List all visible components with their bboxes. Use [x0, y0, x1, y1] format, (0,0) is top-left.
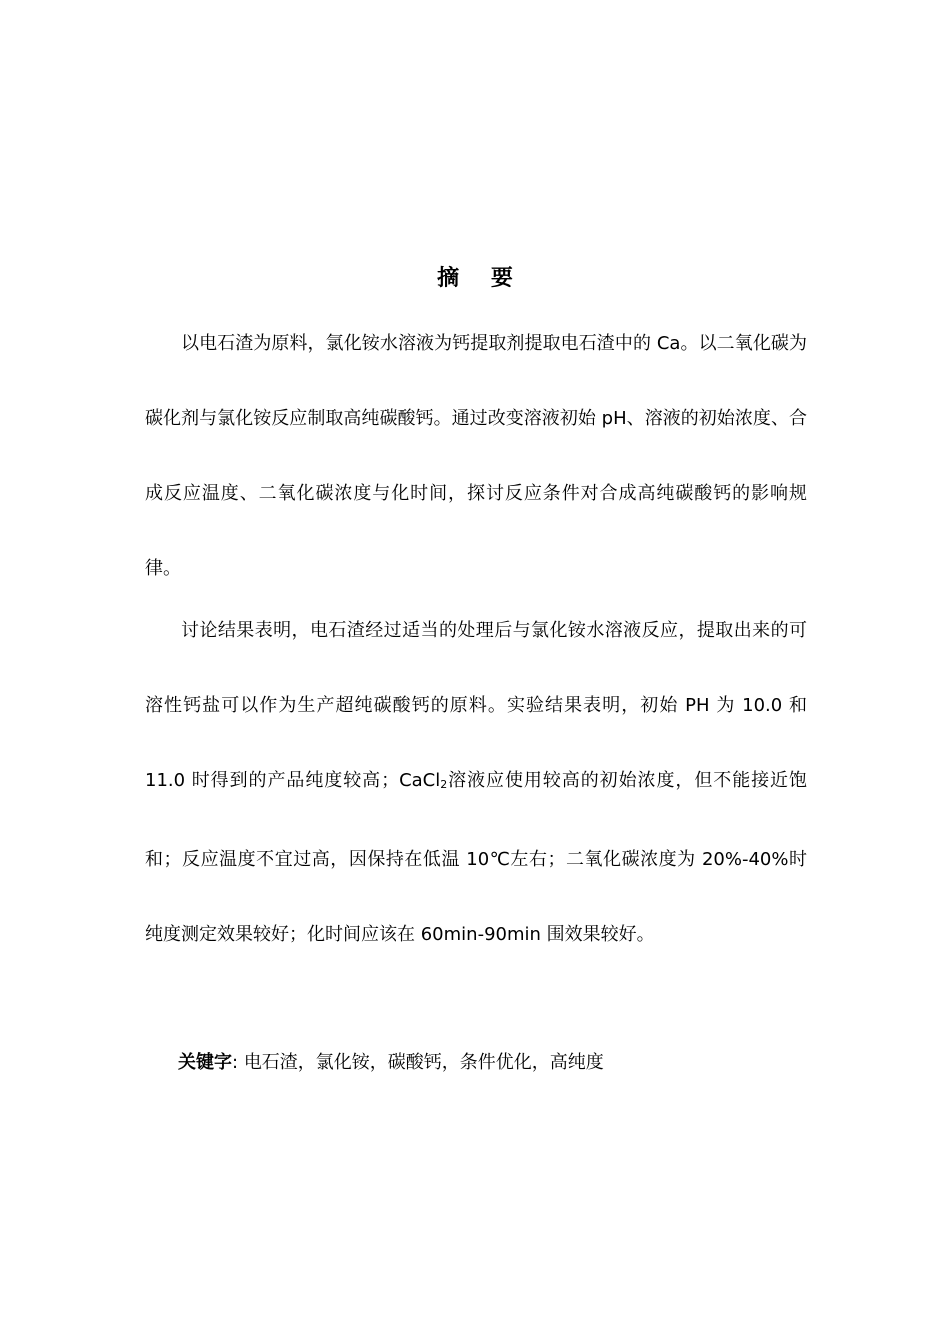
- formula-subscript: 2: [440, 778, 448, 791]
- paragraph-2-text: [145, 593, 807, 972]
- formula-main: CaCl: [399, 770, 441, 791]
- keywords-line: [178, 1046, 604, 1080]
- abstract-paragraph-1: [145, 306, 807, 606]
- paragraph-2-after-formula: 溶液应使用较高的初始浓度，但不能接近饱和；反应温度不宜过高，因保持在低温 10℃左右；二氧化碳浓度为 20%-40%时纯度测定效果较好；化时间应该在 60min-90min 围效果较好。: [145, 770, 807, 945]
- paragraph-2-before-formula: 讨论结果表明，电石渣经过适当的处理后与氯化铵水溶液反应，提取出来的可溶性钙盐可以作为生产超纯碳酸钙的原料。实验结果表明，初始 PH 为 10.0 和 11.0 时得到的产品纯度较高；: [145, 620, 807, 791]
- keywords-value: 电石渣，氯化铵，碳酸钙，条件优化，高纯度: [243, 1052, 604, 1073]
- abstract-paragraph-2: [145, 593, 807, 972]
- keywords-separator: :: [232, 1052, 239, 1073]
- abstract-title: 摘 要: [437, 266, 525, 291]
- keywords-label: 关键字: [178, 1052, 232, 1073]
- cacl2-formula: [399, 770, 447, 791]
- paragraph-1-text: 以电石渣为原料，氯化铵水溶液为钙提取剂提取电石渣中的 Ca。以二氧化碳为碳化剂与氯化铵反应制取高纯碳酸钙。通过改变溶液初始 pH、溶液的初始浓度、合成反应温度、二氧化碳浓度与化时间，探讨反应条件对合成高纯碳酸钙的影响规律。: [145, 333, 807, 579]
